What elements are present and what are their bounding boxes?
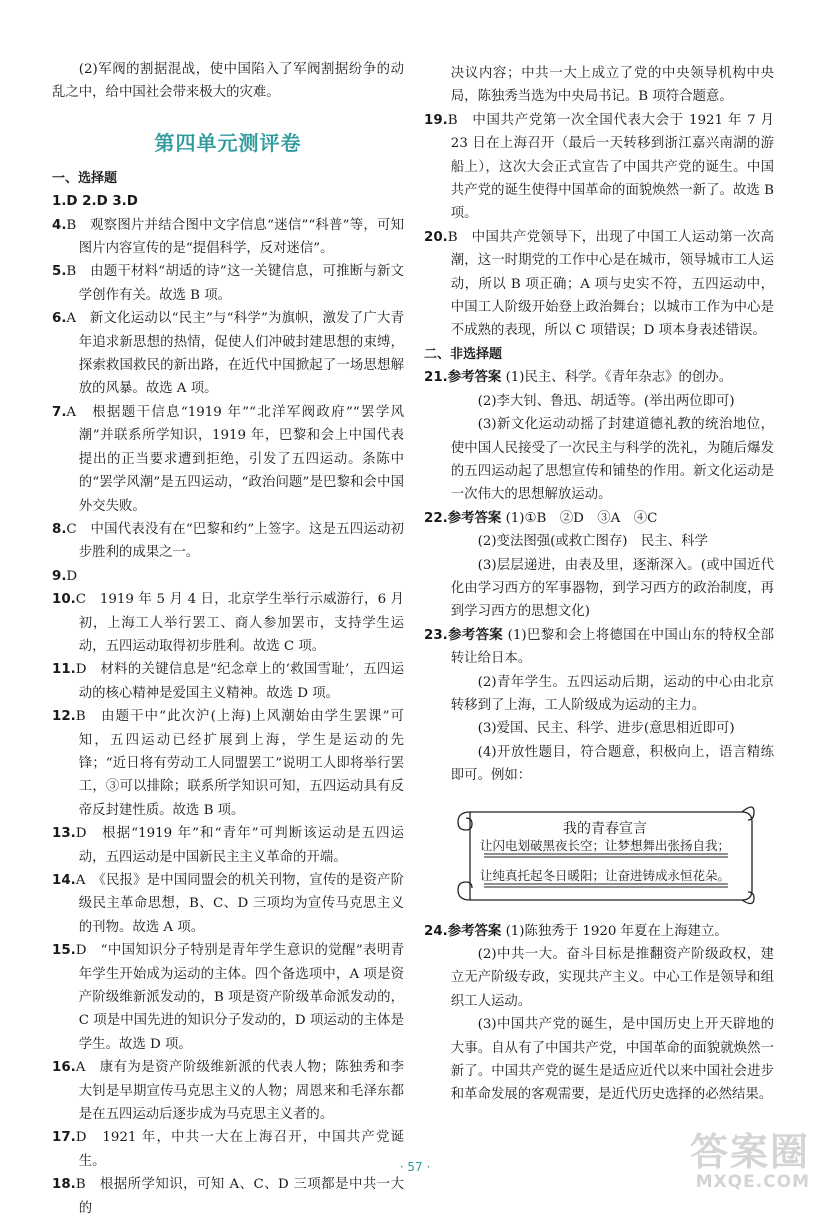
answer-item	[52, 1056, 404, 1126]
question-21	[424, 366, 774, 506]
question-number: 8.	[52, 521, 67, 537]
answer-text: B 根据所学知识，可知 A、C、D 三项都是中共一大的	[75, 1177, 404, 1216]
question-22	[424, 507, 774, 624]
answer-sub: (2)中共一大。奋斗目标是推翻资产阶级政权，建立无产阶级专政，实现共产主义。中心工作是领导和组织工人运动。	[450, 947, 774, 1009]
question-number: 7.	[52, 404, 67, 420]
answer-sub: (2)李大钊、鲁迅、胡适等。(举出两位即可)	[477, 393, 735, 409]
question-number: 20.	[424, 229, 448, 245]
q18-continuation: 决议内容；中共一大上成立了党的中央领导机构中央局，陈独秀当选为中央局书记。B 项符合题意。	[450, 66, 774, 105]
answer-item	[52, 658, 404, 705]
answer-text: D “中国知识分子特别是青年学生意识的觉醒”表明青年学生开始成为运动的主体。四个备选项中，A 项是资产阶级维新派发动的，B 项是资产阶级革命派发动的，C 项是中国先进的知识分子发动的，D 项运动的主体是学生。故选 D 项。	[75, 943, 404, 1052]
answer-item	[52, 260, 404, 307]
question-number: 18.	[52, 1177, 76, 1193]
left-answer-list	[52, 214, 404, 1220]
answer-text: C 中国代表没有在“巴黎和约”上签字。这是五四运动初步胜利的成果之一。	[66, 521, 404, 561]
answer-sub: (2)变法图强(或救亡图存) 民主、科学	[477, 534, 708, 550]
answer-item	[424, 109, 774, 226]
answer-text: B 由题干中“此次沪(上海)上风潮始由学生罢课”可知，五四运动已经扩展到上海，学生是运动的先锋；“近日将有劳动工人同盟罢工”说明工人即将举行罢工，③可以排除；联系所学知识可知，五四运动具有反帝反封建性质。故选 B 项。	[75, 709, 404, 818]
question-number: 4.	[52, 217, 67, 233]
answer-text: C 1919 年 5 月 4 日，北京学生举行示威游行，6 月初，上海工人举行罢工、商人参加罢市，支持学生运动，五四运动取得初步胜利。故选 C 项。	[75, 592, 404, 654]
answer-sub: (3)层层递进，由表及里，逐渐深入。(或中国近代化由学习西方的军事器物，到学习西方的政治制度，再到学习西方的思想文化)	[450, 557, 774, 620]
answer-text: B 观察图片并结合图中文字信息“迷信”“科普”等，可知图片内容宣传的是“提倡科学，反对迷信”。	[66, 217, 404, 257]
answer-label: 参考答案	[447, 510, 502, 526]
question-number: 21.	[424, 370, 448, 386]
answer-text: A 《民报》是中国同盟会的机关刊物，宣传的是资产阶级民主革命思想，B、C、D 三项均为宣传马克思主义的刊物。故选 A 项。	[75, 873, 404, 935]
question-number: 22.	[424, 510, 448, 526]
question-number: 9.	[52, 568, 67, 584]
answer-item	[52, 822, 404, 869]
answer-text: A 根据题干信息“1919 年”“北洋军阀政府”“罢学风潮”并联系所学知识，1919 年，巴黎和会上中国代表提出的正当要求遭到拒绝，引发了五四运动。条陈中的“罢学风潮”是五四运动，“政治问题”是巴黎和会中国外交失败。	[66, 404, 404, 514]
answer-sub: (3)爱国、民主、科学、进步(意思相近即可)	[477, 721, 735, 737]
answer-item	[52, 401, 404, 518]
left-column	[52, 0, 404, 1220]
scroll-line-1: 让闪电划破黑夜长空；让梦想舞出张扬自我；	[479, 837, 730, 853]
right-column	[424, 0, 774, 1107]
answer-item	[52, 588, 404, 658]
page-title: 第四单元测评卷	[154, 130, 302, 155]
answer-label: 参考答案	[447, 370, 502, 386]
answer-sub: (4)开放性题目，符合题意，积极向上，语言精练即可。例如：	[450, 744, 774, 784]
scroll-line-2: 让纯真托起冬日暖阳；让奋进铸成永恒花朵。	[479, 867, 730, 883]
answer-label: 参考答案	[447, 923, 502, 939]
youth-declaration-scroll	[452, 798, 758, 910]
answer-item	[52, 307, 404, 401]
question-number: 23.	[424, 627, 448, 643]
question-number: 24.	[424, 923, 448, 939]
answer-text: A 新文化运动以“民主”与“科学”为旗帜，激发了广大青年追求新思想的热情，促使人们冲破封建思想的束缚，探索救国救民的新出路，在近代中国掀起了一场思想解放的风暴。故选 A 项。	[66, 311, 404, 397]
question-number: 17.	[52, 1130, 76, 1146]
answer-label: 参考答案	[447, 627, 504, 643]
question-number: 14.	[52, 873, 76, 888]
answer-item	[424, 226, 774, 343]
question-number: 16.	[52, 1060, 76, 1076]
answer-text: B 中国共产党领导下，出现了中国工人运动第一次高潮，这一时期党的工作中心是在城市，领导城市工人运动，所以 B 项正确；A 项与史实不符，五四运动中，中国工人阶级开始登上政治舞台；以城市工作为中心是不成熟的表现，所以 C 项错误；D 项本身表述错误。	[447, 229, 774, 339]
answer-text: B 中国共产党第一次全国代表大会于 1921 年 7 月 23 日在上海召开（最后一天转移到浙江嘉兴南湖的游船上），这次大会正式宣告了中国共产党的诞生。中国共产党的诞生使得中国革命的面貌焕然一新了。故选 B 项。	[447, 112, 774, 222]
watermark-logo: 答案圈 MXQE.COM	[689, 1130, 810, 1192]
scroll-title: 我的青春宣言	[563, 820, 647, 837]
answer-item	[52, 565, 404, 588]
question-number: 12.	[52, 709, 76, 725]
answer-text: D 材料的关键信息是“纪念章上的‘救国雪耻’，五四运动的核心精神是爱国主义精神。故选 D 项。	[75, 662, 404, 701]
answer-sub: (3)新文化运动动摇了封建道德礼教的统治地位，使中国人民接受了一次民主与科学的洗礼，为随后爆发的五四运动起了思想宣传和铺垫的作用。新文化运动是一次伟大的思想解放运动。	[450, 417, 774, 503]
question-number: 13.	[52, 826, 76, 842]
answer-text: D	[66, 568, 78, 584]
answer-sub: (2)青年学生。五四运动后期，运动的中心由北京转移到了上海，工人阶级成为运动的主力。	[450, 674, 774, 713]
question-number: 10.	[52, 592, 76, 608]
answer-item	[52, 214, 404, 261]
question-24	[424, 920, 774, 1107]
answer-item	[52, 869, 404, 939]
answer-text: B 由题干材料“胡适的诗”这一关键信息，可推断与新文学创作有关。故选 B 项。	[66, 264, 404, 303]
answer-text: (1)①B ②D ③A ④C	[505, 510, 658, 526]
answer-text: D 根据“1919 年”和“青年”可判断该运动是五四运动，五四运动是中国新民主主义革命的开端。	[75, 826, 404, 865]
answer-text: (1)民主、科学。《青年杂志》的创办。	[505, 370, 733, 386]
answer-text: (1)巴黎和会上将德国在中国山东的特权全部转让给日本。	[450, 627, 774, 667]
question-23	[424, 624, 774, 788]
answer-item	[52, 939, 404, 1056]
intro-paragraph: (2)军阀的割据混战，使中国陷入了军阀割据纷争的动乱之中，给中国社会带来极大的灾难。	[52, 62, 404, 101]
question-number: 11.	[52, 662, 76, 678]
question-number: 6.	[52, 311, 67, 327]
question-number: 19.	[424, 112, 448, 128]
question-number: 5.	[52, 264, 67, 280]
right-answer-list	[424, 109, 774, 343]
section-heading-nonchoice: 二、非选择题	[424, 346, 503, 362]
answer-item	[52, 705, 404, 822]
page-number: · 57 ·	[399, 1160, 431, 1174]
answer-text: D 1921 年，中共一大在上海召开，中国共产党诞生。	[75, 1130, 404, 1169]
answer-item	[52, 1173, 404, 1220]
question-number: 15.	[52, 943, 76, 959]
answers-1-3: 1.D 2.D 3.D	[52, 194, 138, 210]
answer-item	[52, 518, 404, 565]
answer-text: (1)陈独秀于 1920 年夏在上海建立。	[505, 923, 728, 939]
answer-sub: (3)中国共产党的诞生，是中国历史上开天辟地的大事。自从有了中国共产党，中国革命的面貌就焕然一新了。中国共产党的诞生是适应近代以来中国社会进步和革命发展的客观需要，是近代历史选择的必然结果。	[450, 1017, 774, 1103]
answer-text: A 康有为是资产阶级维新派的代表人物；陈独秀和李大钊是早期宣传马克思主义的人物；周恩来和毛泽东都是在五四运动后逐步成为马克思主义者的。	[75, 1060, 404, 1123]
section-heading-choice: 一、选择题	[52, 170, 118, 186]
